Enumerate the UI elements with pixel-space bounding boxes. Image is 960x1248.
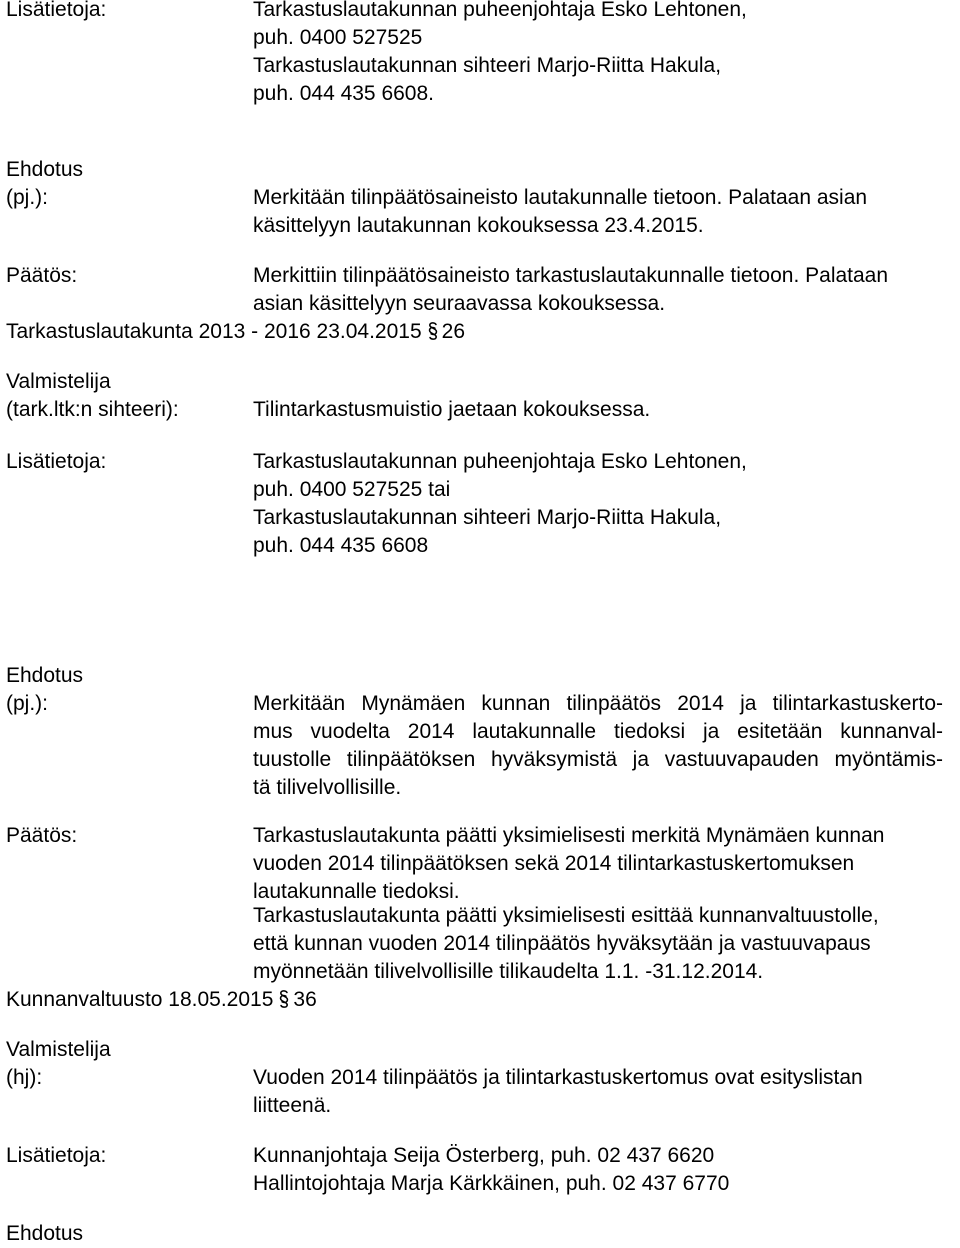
paatos-label: Päätös: xyxy=(6,264,78,287)
valmistelija-line: Vuoden 2014 tilinpäätös ja tilintarkastuskertomus ovat esityslistan xyxy=(253,1066,863,1089)
section-header xyxy=(6,986,317,1014)
paatos-line: Tarkastuslautakunta päätti yksimielisesti esittää kunnanvaltuustolle, xyxy=(253,904,879,927)
lisatietoja-line: Tarkastuslautakunnan sihteeri Marjo-Riitta Hakula, xyxy=(253,506,722,529)
section-number: 26 xyxy=(441,320,466,343)
valmistelija-label: Valmistelija xyxy=(6,1038,111,1061)
paatos-line: lautakunnalle tiedoksi. xyxy=(253,880,460,903)
lisatietoja-label: Lisätietoja: xyxy=(6,0,107,21)
valmistelija-line: liitteenä. xyxy=(253,1094,332,1117)
paatos-line: vuoden 2014 tilinpäätöksen sekä 2014 tilintarkastuskertomuksen xyxy=(253,852,855,875)
paatos-line: että kunnan vuoden 2014 tilinpäätös hyväksytään ja vastuuvapaus xyxy=(253,932,871,955)
section-sign-icon xyxy=(277,989,291,1009)
ehdotus-sublabel: (pj.): xyxy=(6,186,48,209)
paatos-line: asian käsittelyyn seuraavassa kokouksessa. xyxy=(253,292,666,315)
paatos-line: Merkittiin tilinpäätösaineisto tarkastuslautakunnalle tietoon. Palataan xyxy=(253,264,889,287)
lisatietoja-line: Tarkastuslautakunnan puheenjohtaja Esko Lehtonen, xyxy=(253,0,747,21)
lisatietoja-line: puh. 044 435 6608 xyxy=(253,534,429,557)
section-number: 36 xyxy=(293,988,317,1011)
ehdotus-line: käsittelyyn lautakunnan kokouksessa 23.4.2015. xyxy=(253,214,704,237)
ehdotus-label: Ehdotus xyxy=(6,1222,84,1245)
valmistelija-sublabel: (tark.ltk:n sihteeri): xyxy=(6,398,179,421)
lisatietoja-line: Tarkastuslautakunnan sihteeri Marjo-Riitta Hakula, xyxy=(253,54,722,77)
ehdotus-sublabel: (pj.): xyxy=(6,692,48,715)
valmistelija-label: Valmistelija xyxy=(6,370,111,393)
ehdotus-line: Merkitään Mynämäen kunnan tilinpäätös 2014 ja tilintarkastuskerto- xyxy=(253,692,943,715)
valmistelija-text: Tilintarkastusmuistio jaetaan kokouksessa. xyxy=(253,398,651,421)
section-header-text: Tarkastuslautakunta 2013 - 2016 23.04.2015 xyxy=(6,320,422,343)
section-sign-icon xyxy=(426,321,440,341)
ehdotus-line: mus vuodelta 2014 lautakunnalle tiedoksi ja esitetään kunnanval- xyxy=(253,720,943,743)
lisatietoja-line: Tarkastuslautakunnan puheenjohtaja Esko Lehtonen, xyxy=(253,450,747,473)
ehdotus-label: Ehdotus xyxy=(6,664,84,687)
ehdotus-label: Ehdotus xyxy=(6,158,84,181)
paatos-line: Tarkastuslautakunta päätti yksimielisesti merkitä Mynämäen kunnan xyxy=(253,824,885,847)
lisatietoja-line: puh. 044 435 6608. xyxy=(253,82,435,105)
lisatietoja-line: Kunnanjohtaja Seija Österberg, puh. 02 437 6620 xyxy=(253,1144,715,1167)
lisatietoja-label: Lisätietoja: xyxy=(6,1144,107,1167)
lisatietoja-line: Hallintojohtaja Marja Kärkkäinen, puh. 02 437 6770 xyxy=(253,1172,730,1195)
lisatietoja-line: puh. 0400 527525 tai xyxy=(253,478,451,501)
paatos-line: myönnetään tilivelvollisille tilikaudelta 1.1. -31.12.2014. xyxy=(253,960,764,983)
section-header-text: Kunnanvaltuusto 18.05.2015 xyxy=(6,988,274,1011)
section-header xyxy=(6,318,465,346)
lisatietoja-line: puh. 0400 527525 xyxy=(253,26,423,49)
ehdotus-line: tä tilivelvollisille. xyxy=(253,776,402,799)
lisatietoja-label: Lisätietoja: xyxy=(6,450,107,473)
ehdotus-line: Merkitään tilinpäätösaineisto lautakunnalle tietoon. Palataan asian xyxy=(253,186,868,209)
valmistelija-sublabel: (hj): xyxy=(6,1066,43,1089)
paatos-label: Päätös: xyxy=(6,824,78,847)
ehdotus-line: tuustolle tilinpäätöksen hyväksymistä ja vastuuvapauden myöntämis- xyxy=(253,748,943,771)
